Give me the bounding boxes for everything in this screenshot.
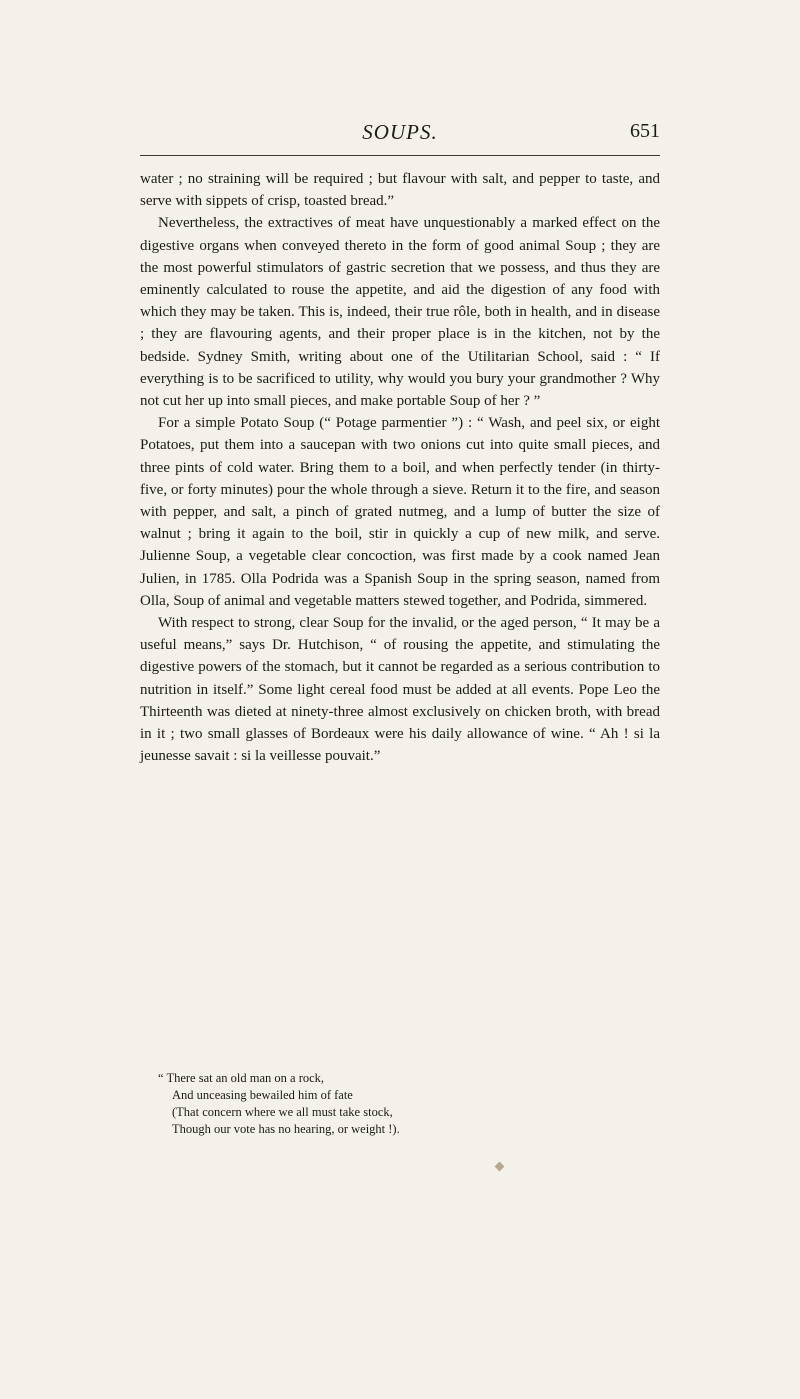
header-rule xyxy=(140,155,660,156)
page-header xyxy=(140,120,660,160)
page-number: 651 xyxy=(630,120,660,142)
paragraph-1: water ; no straining will be required ; but flavour with salt, and pepper to taste, and serve with sippets of crisp, toasted bread.” xyxy=(140,171,660,210)
poem-line-4: Though our vote has no hearing, or weight !). xyxy=(172,1122,400,1136)
poem-quote xyxy=(158,1070,638,1138)
running-title: SOUPS. xyxy=(362,120,438,144)
poem-line-3: (That concern where we all must take stock, xyxy=(172,1105,393,1119)
body-text xyxy=(140,168,660,767)
paragraph-3: For a simple Potato Soup (“ Potage parmentier ”) : “ Wash, and peel six, or eight Potatoes, put them into a saucepan with two onions cut into quite small pieces, and three pints of cold water. Bring them to a boil, and when perfectly tender (in thirty-five, or forty minutes) pour the whole through a sieve. Return it to the fire, and season with pepper, and salt, a pinch of grated nutmeg, and a lump of butter the size of walnut ; bring it again to the boil, stir in quickly a cup of new milk, and serve. Julienne Soup, a vegetable clear concoction, was first made by a cook named Jean Julien, in 1785. Olla Podrida was a Spanish Soup in the spring season, named from Olla, Soup of animal and vegetable matters stewed together, and Podrida, simmered. xyxy=(140,415,660,609)
poem-line-1: “ There sat an old man on a rock, xyxy=(158,1071,325,1085)
paragraph-4: With respect to strong, clear Soup for the invalid, or the aged person, “ It may be a useful means,” says Dr. Hutchison, “ of rousing the appetite, and stimulating the digestive powers of the stomach, but it cannot be regarded as a serious contribution to nutrition in itself.” Some light cereal food must be added at all events. Pope Leo the Thirteenth was dieted at ninety-three almost exclusively on chicken broth, with bread in it ; two small glasses of Bordeaux were his daily allowance of wine. “ Ah ! si la jeunesse savait : si la veillesse pouvait.” xyxy=(140,615,660,765)
ornament-mark xyxy=(495,1162,505,1172)
paragraph-2: Nevertheless, the extractives of meat have unquestionably a marked effect on the digestive organs when conveyed thereto in the form of good animal Soup ; they are the most powerful stimulators of gastric secretion that we possess, and thus they are eminently calculated to rouse the appetite, and aid the digestion of any food with which they may be taken. This is, indeed, their true rôle, both in health, and in disease ; they are flavouring agents, and their proper place is in the kitchen, not by the bedside. Sydney Smith, writing about one of the Utilitarian School, said : “ If everything is to be sacrificed to utility, why would you bury your grandmother ? Why not cut her up into small pieces, and make portable Soup of her ? ” xyxy=(140,215,660,410)
poem-line-2: And unceasing bewailed him of fate xyxy=(172,1088,353,1102)
